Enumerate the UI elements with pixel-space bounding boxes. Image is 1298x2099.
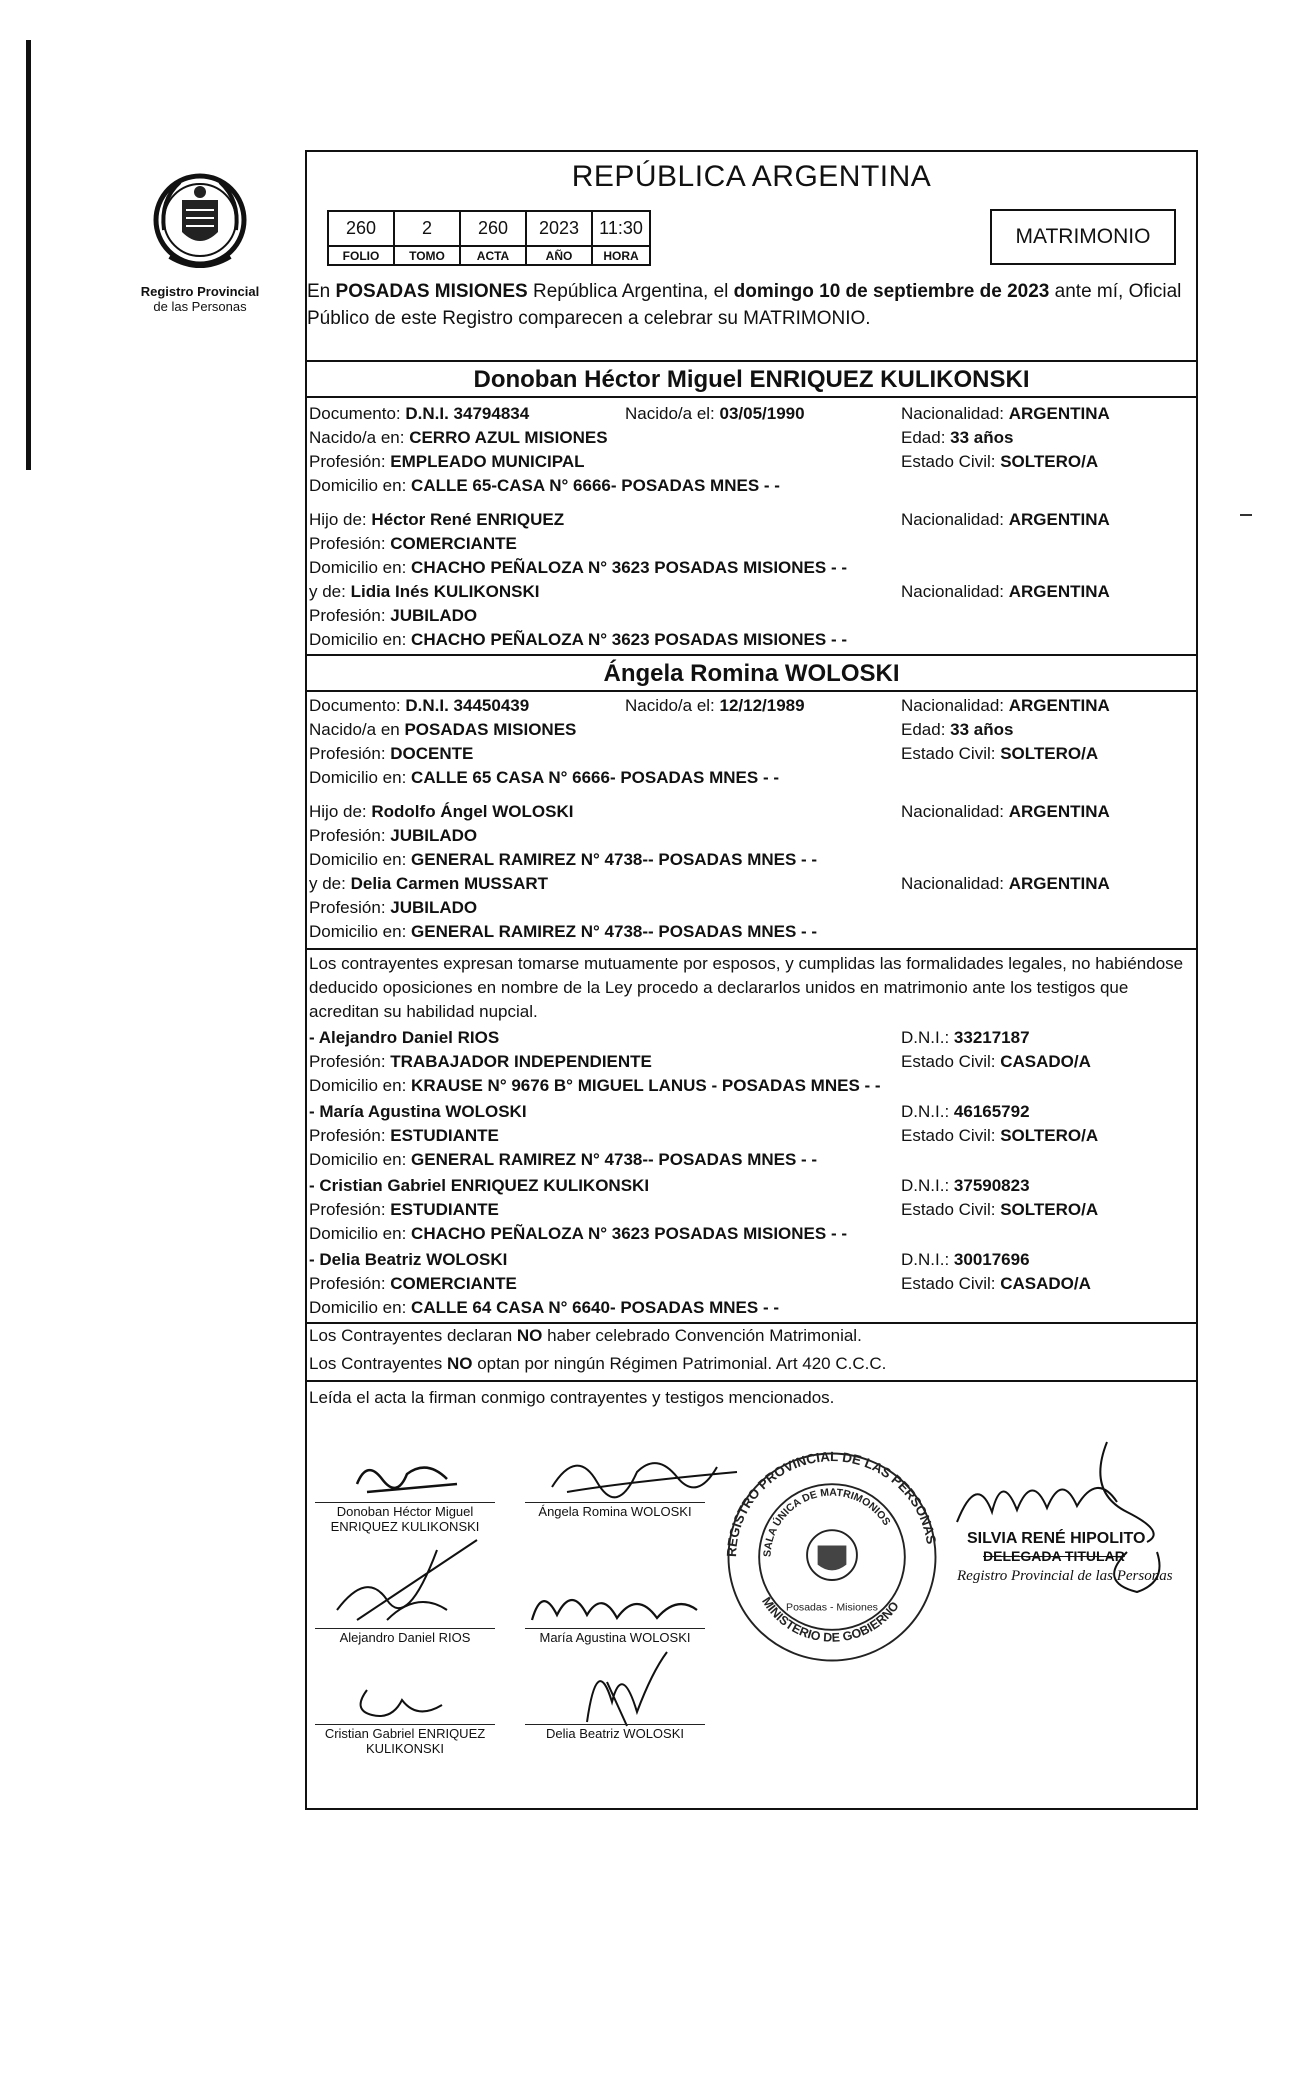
spouse1-profession: Profesión: EMPLEADO MUNICIPAL	[309, 452, 585, 471]
spouse2-address: Domicilio en: CALLE 65 CASA N° 6666- POSADAS MNES - -	[309, 768, 780, 787]
registry-seal	[140, 170, 260, 314]
record-type-box: MATRIMONIO	[990, 209, 1176, 265]
signature-spouse1-label: Donoban Héctor Miguel ENRIQUEZ KULIKONSKI	[330, 1504, 480, 1534]
signature-line	[315, 1724, 495, 1725]
witness2-dni: D.N.I.: 46165792	[901, 1102, 1030, 1121]
signature-witness1-scribble	[327, 1530, 487, 1630]
divider	[307, 948, 1196, 950]
spouse1-address: Domicilio en: CALLE 65-CASA N° 6666- POSADAS MNES - -	[309, 476, 780, 495]
witness2-address: Domicilio en: GENERAL RAMIREZ N° 4738-- POSADAS MNES - -	[309, 1150, 818, 1169]
spouse2-birthplace: Nacido/a en POSADAS MISIONES	[309, 720, 577, 739]
record-id-table	[327, 210, 651, 266]
spouse2-name: Ángela Romina WOLOSKI	[603, 660, 900, 687]
witness4-profession: Profesión: COMERCIANTE	[309, 1274, 517, 1293]
spouse2-civil-status: Estado Civil: SOLTERO/A	[901, 744, 1099, 763]
acta-value: 260	[460, 211, 526, 246]
stamp-outer-text: REGISTRO PROVINCIAL DE LAS PERSONAS	[724, 1449, 939, 1558]
witness3-civil-status: Estado Civil: SOLTERO/A	[901, 1200, 1099, 1219]
tomo-label: TOMO	[394, 246, 460, 265]
divider	[307, 360, 1196, 362]
divider	[307, 1322, 1196, 1324]
witness3-dni: D.N.I.: 37590823	[901, 1176, 1030, 1195]
year-value: 2023	[526, 211, 592, 246]
witness3-name: - Cristian Gabriel ENRIQUEZ KULIKONSKI	[309, 1176, 650, 1195]
spouse2-mother-address: Domicilio en: GENERAL RAMIREZ N° 4738-- POSADAS MNES - -	[309, 922, 818, 941]
official-stamp	[717, 1442, 947, 1672]
official-office: Registro Provincial de las Personas	[957, 1568, 1173, 1584]
witness2-name: - María Agustina WOLOSKI	[309, 1102, 527, 1121]
witness1-address: Domicilio en: KRAUSE N° 9676 B° MIGUEL LANUS - POSADAS MNES - -	[309, 1076, 881, 1095]
spouse1-mother-profession: Profesión: JUBILADO	[309, 606, 478, 625]
spouse2-profession: Profesión: DOCENTE	[309, 744, 474, 763]
stamp-bottom-text: MINISTERIO DE GOBIERNO	[759, 1594, 902, 1645]
divider	[307, 654, 1196, 656]
signature-witness2-scribble	[527, 1580, 727, 1630]
spouse2-document: Documento: D.N.I. 34450439	[309, 696, 530, 715]
marriage-record-form	[305, 150, 1198, 1810]
spouse1-father-address: Domicilio en: CHACHO PEÑALOZA N° 3623 POSADAS MISIONES - -	[309, 558, 847, 577]
country-title: REPÚBLICA ARGENTINA	[571, 160, 932, 193]
signature-spouse1-scribble	[347, 1454, 467, 1504]
witness1-name: - Alejandro Daniel RIOS	[309, 1028, 500, 1047]
acta-label: ACTA	[460, 246, 526, 265]
intro-city: POSADAS MISIONES	[335, 281, 528, 302]
folio-label: FOLIO	[328, 246, 394, 265]
spouse1-mother: y de: Lidia Inés KULIKONSKI	[309, 582, 540, 601]
spouse1-father-nationality: Nacionalidad: ARGENTINA	[901, 510, 1110, 529]
spouse1-name: Donoban Héctor Miguel ENRIQUEZ KULIKONSKI	[473, 366, 1030, 393]
convention-statement: Los Contrayentes declaran NO haber celebrado Convención Matrimonial.	[309, 1326, 862, 1345]
year-label: AÑO	[526, 246, 592, 265]
signature-witness1-label: Alejandro Daniel RIOS	[339, 1630, 471, 1645]
witness4-name: - Delia Beatriz WOLOSKI	[309, 1250, 508, 1269]
witness4-civil-status: Estado Civil: CASADO/A	[901, 1274, 1091, 1293]
intro-paragraph	[307, 278, 1197, 332]
spouse2-age: Edad: 33 años	[901, 720, 1014, 739]
spouse1-birthdate: Nacido/a el: 03/05/1990	[625, 404, 805, 423]
regime-statement: Los Contrayentes NO optan por ningún Régimen Patrimonial. Art 420 C.C.C.	[309, 1354, 887, 1373]
witness1-civil-status: Estado Civil: CASADO/A	[901, 1052, 1091, 1071]
witness1-dni: D.N.I.: 33217187	[901, 1028, 1030, 1047]
witness3-profession: Profesión: ESTUDIANTE	[309, 1200, 499, 1219]
signature-spouse2-label: Ángela Romina WOLOSKI	[538, 1504, 692, 1519]
intro-text-1: En	[307, 281, 336, 302]
divider	[307, 1380, 1196, 1382]
spouse2-father-address: Domicilio en: GENERAL RAMIREZ N° 4738-- POSADAS MNES - -	[309, 850, 818, 869]
spouse1-mother-address: Domicilio en: CHACHO PEÑALOZA N° 3623 POSADAS MISIONES - -	[309, 630, 847, 649]
signature-witness3-scribble	[347, 1680, 457, 1724]
spouse1-document: Documento: D.N.I. 34794834	[309, 404, 530, 423]
official-name: SILVIA RENÉ HIPOLITO	[967, 1530, 1146, 1547]
scan-edge-mark	[26, 40, 31, 470]
svg-text:REGISTRO PROVINCIAL DE LAS PER	[724, 1449, 939, 1557]
intro-text-2: República Argentina, el	[527, 281, 734, 302]
hour-label: HORA	[592, 246, 650, 265]
spouse1-father: Hijo de: Héctor René ENRIQUEZ	[309, 510, 565, 529]
signature-line	[315, 1628, 495, 1629]
spouse2-mother-nationality: Nacionalidad: ARGENTINA	[901, 874, 1110, 893]
spouse1-nationality: Nacionalidad: ARGENTINA	[901, 404, 1110, 423]
spouse2-birthdate: Nacido/a el: 12/12/1989	[625, 696, 805, 715]
intro-text-3: ante mí, Oficial Público de este Registro comparecen a celebrar su MATRIMONIO.	[307, 281, 1182, 329]
spouse2-father: Hijo de: Rodolfo Ángel WOLOSKI	[309, 802, 574, 821]
stamp-city: Posadas - Misiones	[786, 1601, 878, 1614]
signature-line	[525, 1724, 705, 1725]
spouse2-mother: y de: Delia Carmen MUSSART	[309, 874, 549, 893]
declaration-paragraph: Los contrayentes expresan tomarse mutuamente por esposos, y cumplidas las formalidades legales, no habiéndose deducido oposiciones en nombre de la Ley procedo a declararlos unidos en matrimonio ante los testigos que acreditan su habilidad nupcial.	[309, 954, 1184, 1021]
signature-line	[525, 1628, 705, 1629]
scan-tick-mark	[1240, 514, 1252, 516]
spouse2-father-profession: Profesión: JUBILADO	[309, 826, 478, 845]
signature-witness2-label: María Agustina WOLOSKI	[539, 1630, 691, 1645]
signature-line	[315, 1502, 495, 1503]
spouse1-birthplace: Nacido/a en: CERRO AZUL MISIONES	[309, 428, 608, 447]
official-role: DELEGADA TITULAR	[983, 1548, 1125, 1564]
tomo-value: 2	[394, 211, 460, 246]
signature-witness4-label: Delia Beatriz WOLOSKI	[546, 1726, 684, 1741]
signature-witness3-label: Cristian Gabriel ENRIQUEZ KULIKONSKI	[324, 1726, 486, 1756]
spouse1-mother-nationality: Nacionalidad: ARGENTINA	[901, 582, 1110, 601]
signature-line	[525, 1502, 705, 1503]
closing-statement: Leída el acta la firman conmigo contrayentes y testigos mencionados.	[309, 1388, 835, 1407]
spouse1-age: Edad: 33 años	[901, 428, 1014, 447]
spouse2-mother-profession: Profesión: JUBILADO	[309, 898, 478, 917]
seal-caption-line1: Registro Provincial	[140, 284, 260, 299]
provincial-shield-icon	[150, 170, 250, 280]
witness4-dni: D.N.I.: 30017696	[901, 1250, 1030, 1269]
spouse1-civil-status: Estado Civil: SOLTERO/A	[901, 452, 1099, 471]
spouse2-father-nationality: Nacionalidad: ARGENTINA	[901, 802, 1110, 821]
seal-caption-line2: de las Personas	[153, 299, 247, 314]
witness4-address: Domicilio en: CALLE 64 CASA N° 6640- POSADAS MNES - -	[309, 1298, 780, 1317]
spouse2-nationality: Nacionalidad: ARGENTINA	[901, 696, 1110, 715]
signature-witness4-scribble	[567, 1642, 687, 1726]
intro-date: domingo 10 de septiembre de 2023	[733, 281, 1050, 302]
folio-value: 260	[328, 211, 394, 246]
witness3-address: Domicilio en: CHACHO PEÑALOZA N° 3623 POSADAS MISIONES - -	[309, 1224, 847, 1243]
spouse1-father-profession: Profesión: COMERCIANTE	[309, 534, 517, 553]
divider	[307, 396, 1196, 398]
stamp-inner-text: SALA ÚNICA DE MATRIMONIOS	[761, 1486, 893, 1558]
witness2-profession: Profesión: ESTUDIANTE	[309, 1126, 499, 1145]
divider	[307, 690, 1196, 692]
hour-value: 11:30	[592, 211, 650, 246]
witness1-profession: Profesión: TRABAJADOR INDEPENDIENTE	[309, 1052, 652, 1071]
witness2-civil-status: Estado Civil: SOLTERO/A	[901, 1126, 1099, 1145]
stamp-emblem-icon	[807, 1530, 857, 1580]
